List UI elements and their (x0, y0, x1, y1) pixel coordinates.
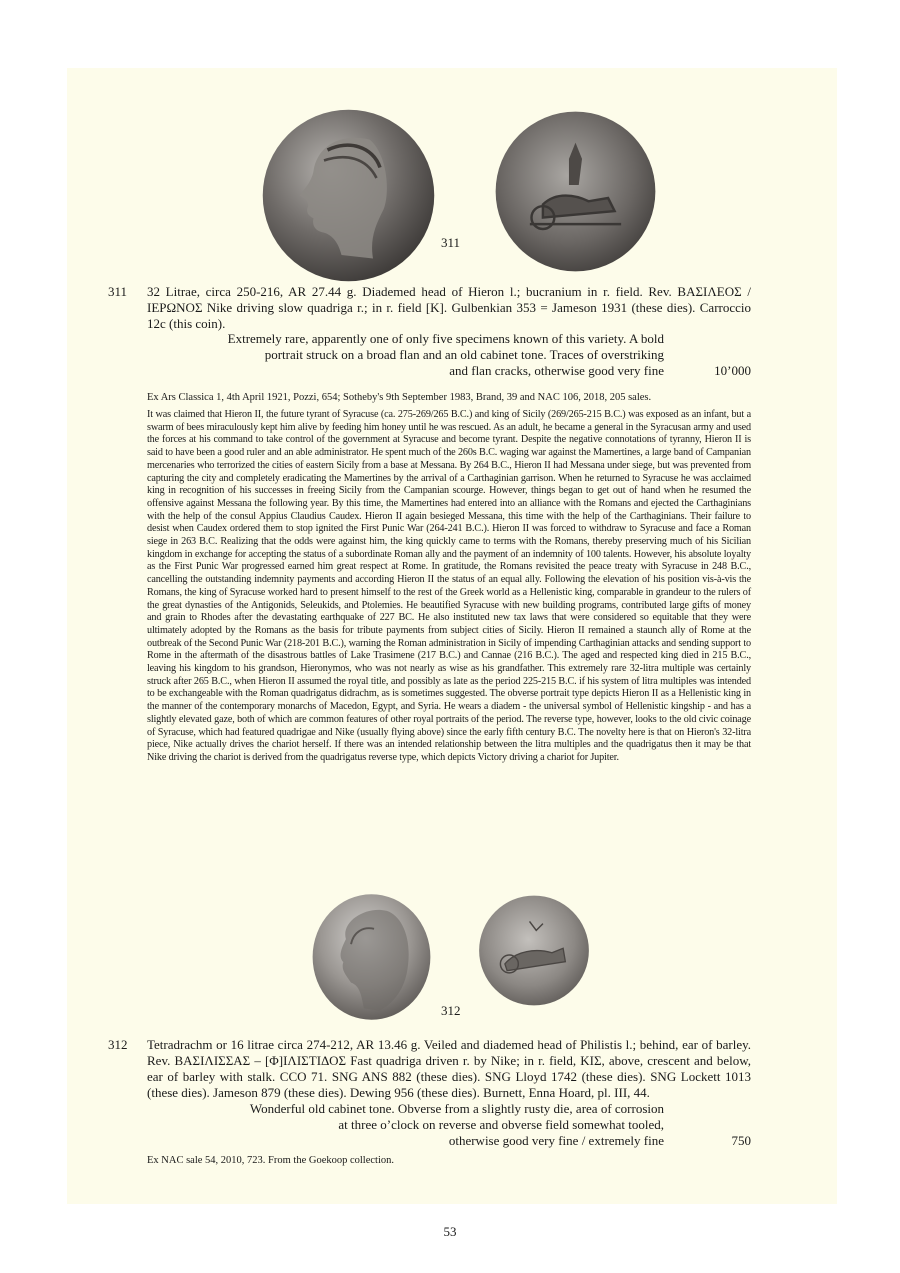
lot-311-number: 311 (108, 284, 128, 299)
lot-312-grade-line-3: otherwise good very fine / extremely fine (448, 1133, 664, 1148)
lot-311-provenance: Ex Ars Classica 1, 4th April 1921, Pozzi, 654; Sotheby's 9th September 1983, Brand, 39 and NAC 106, 2018, 205 sales. (147, 392, 652, 403)
lot-311-grade-line-2: portrait struck on a broad flan and an old cabinet tone. Traces of overstriking (264, 347, 664, 362)
coin-311-obverse-image (259, 108, 438, 283)
lot-312-grade-line-1: Wonderful old cabinet tone. Obverse from a slightly rusty die, area of corrosion (249, 1101, 664, 1116)
lot-312-image-label: 312 (441, 1003, 461, 1018)
lot-312-provenance: Ex NAC sale 54, 2010, 723. From the Goekoop collection. (147, 1155, 395, 1166)
lot-311-image-label: 311 (441, 235, 461, 250)
lot-312-number: 312 (108, 1037, 128, 1052)
lot-311-grade-line-3: and flan cracks, otherwise good very fine (449, 363, 664, 378)
lot-311-grade-line-1: Extremely rare, apparently one of only five specimens known of this variety. A bold (227, 331, 664, 346)
lot-312-estimate: 750 (731, 1133, 751, 1148)
page-number: 53 (443, 1224, 457, 1239)
lot-312-grade-line-2: at three o’clock on reverse and obverse field somewhat tooled, (338, 1117, 664, 1132)
coin-312-reverse-image (478, 894, 590, 1007)
lot-311-description: 32 Litrae, circa 250-216, AR 27.44 g. Diademed head of Hieron l.; bucranium in r. field. Rev. ΒΑΣΙΛΕΟΣ / ΙΕΡΩΝΟΣ Nike driving slow quadriga r.; in r. field [K]. Gulbenkian 353 = Jameson 1931 (these dies). Carroccio 12c (this coin). (147, 284, 751, 331)
coin-311-reverse-image (493, 110, 658, 273)
lot-312-description: Tetradrachm or 16 litrae circa 274-212, AR 13.46 g. Veiled and diademed head of Philistis l.; behind, ear of barley. Rev. ΒΑΣΙΛΙΣΣΑΣ – [Φ]ΙΛΙΣΤΙΔΟΣ Fast quadriga driven r. by Nike; in r. field, ΚΙΣ, above, crescent and below, ear of barley with stalk. CCO 71. SNG ANS 882 (these dies). SNG Lloyd 1742 (these dies). SNG Lockett 1013 (these dies). Jameson 879 (these dies). Dewing 956 (these dies). Burnett, Enna Hoard, pl. III, 44. (147, 1037, 751, 1100)
coin-312-obverse-image (299, 893, 444, 1021)
lot-311-essay: It was claimed that Hieron II, the future tyrant of Syracuse (ca. 275-269/265 B.C.) and king of Sicily (269/265-215 B.C.) was exposed as an infant, but a swarm of bees miraculously kept him alive by feeding him honey until he was rescued. As an adult, he became a general in the Syracusan army and used the forces at his command to take control of the government at Syracuse and become tyrant. Despite the negative connotations of tyranny, Hieron II is said to have been a good ruler and an able administrator. He spent much of the 260s B.C. waging war against the Mamertines, a large band of Campanian mercenaries who terrorized the cities of eastern Sicily from a base at Messana. By 264 B.C., Hieron II had Messana under siege, but was prevented from capturing the city and completely eradicating the Mamertines by the arrival of a Carthaginian garrison. When he returned to Syracuse he was acclaimed king in recognition of his successes in freeing Sicily from the Campanian scourge. However, things began to get out of hand when he resumed the offensive against Messana the following year. By this time, the Mamertines had entered into an alliance with the Romans and ejected the Carthaginians with the help of the consul Appius Claudius Caudex. Hieron II again besieged Messana, this time with the help of the Carthaginians. Their failure to desist when Caudex ordered them to stop ignited the First Punic War (264-241 B.C.). Hieron II was forced to withdraw to Syracuse and face a Roman siege in 263 B.C. Realizing that the odds were against him, the king quickly came to terms with the Romans, thereby preserving much of his Sicilian kingdom in exchange for accepting the status of a subordinate Roman ally and the payment of an indemnity of 100 talents. However, his absolute loyalty as the First Punic War progressed earned him great respect at Rome. In gratitude, the Romans revisited the peace treaty with Syracuse in 248 B.C., cancelling the outstanding indemnity payments and according Hieron II the status of an equal ally. Following the elevation of his position vis-à-vis the Romans, the king of Syracuse worked hard to present himself to the rest of the Greek world as a Hellenistic king, comparable in grandeur to the rulers of the great dynasties of the Antigonids, Seleukids, and Ptolemies. He beautified Syracuse with new building programs, contributed large gifts of money and grain to Rhodes after the devastating earthquake of 227 BC. He also instituted new tax laws that were considered so equitable that they were ultimately adopted by the Romans as the basis for tribute payments from subject cities of Sicily. Hieron II remained a staunch ally of Rome at the outbreak of the Second Punic War (218-201 B.C.), warning the Roman administration in Sicily of impending Carthaginian attacks and sending support to Rome in the aftermath of the disastrous battles of Lake Trasimene (217 B.C.) and Cannae (216 B.C.). The aged and respected king died in 215 B.C., leaving his kingdom to his grandson, Hieronymos, who was not nearly as wise as his grandfather. This extremely rare 32-litra multiple was certainly struck after 265 B.C., when Hieron II assumed the royal title, and possibly as late as the period 225-215 B.C. if his system of litra multiples was intended to be exchangeable with the Roman quadrigatus didrachm, as is sometimes suggested. The obverse portrait type depicts Hieron II as a Hellenistic king in the manner of the contemporary monarchs of Macedon, Egypt, and Syria. He wears a diadem - the universal symbol of Hellenistic kingship - and has a slightly elevated gaze, both of which are common features of other royal portraits of the period. The reverse type, however, looks to the old civic coinage of Syracuse, which had featured quadrigae and Nike (usually flying above) since the early fifth century B.C. The novelty here is that on Hieron's 32-litra piece, Nike actually drives the chariot herself. If there was an intended relationship between the litra multiples and the quadrigatus then it may be that Nike driving the chariot is derived from the quadrigatus reverse type, which depicts Victory driving a chariot for Jupiter. (147, 409, 751, 763)
lot-311-estimate: 10’000 (714, 363, 751, 378)
